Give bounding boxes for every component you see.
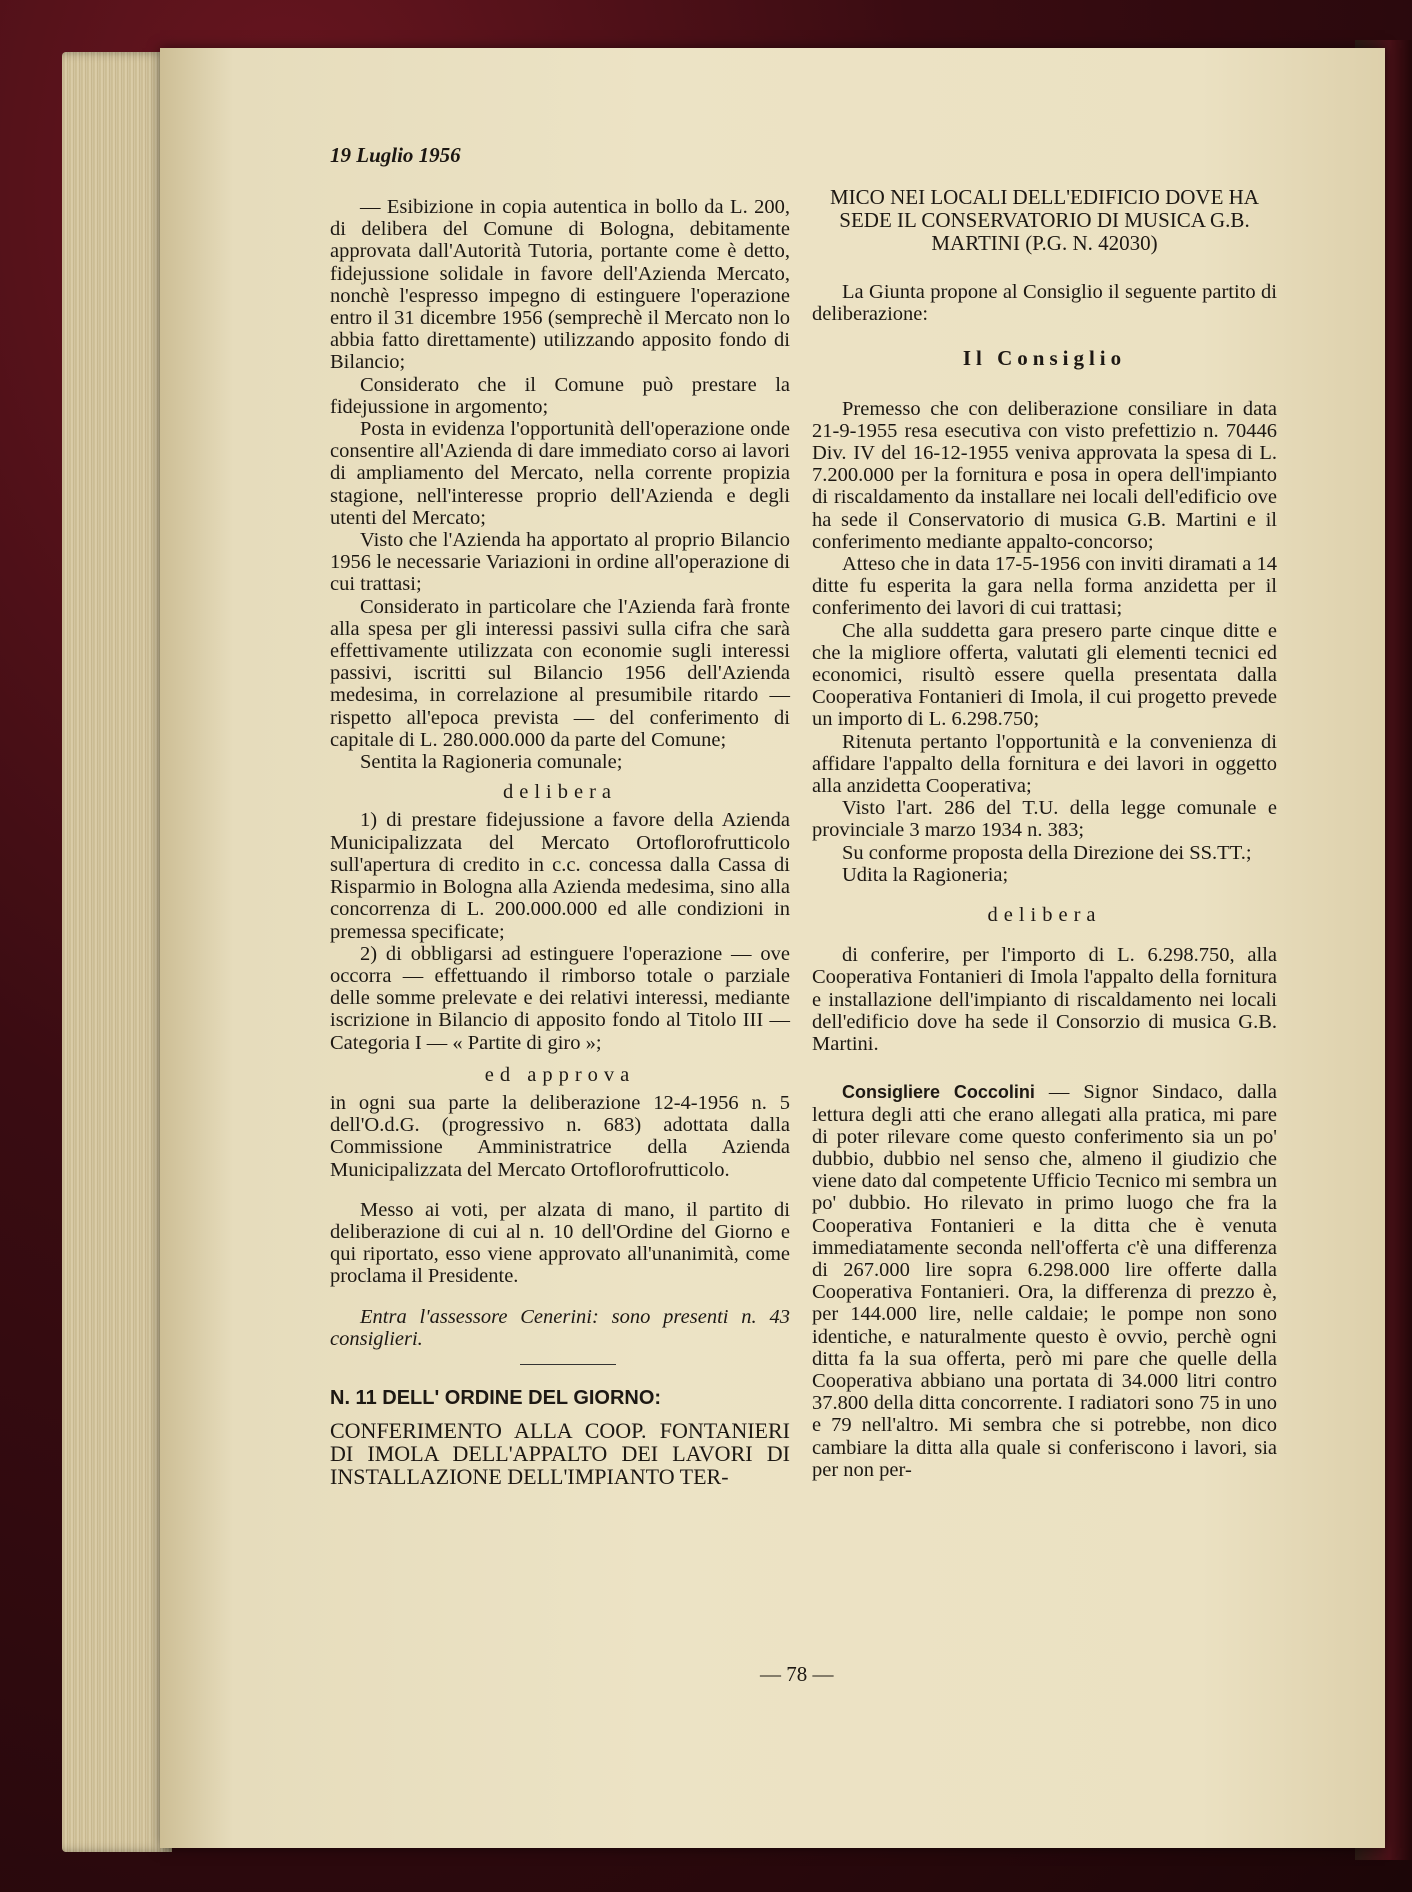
page-number: — 78 — <box>760 1662 834 1686</box>
page-date: 19 Luglio 1956 <box>330 143 461 167</box>
paragraph: Su conforme proposta della Direzione dei SS.TT.; <box>842 841 1252 864</box>
speaker-name: Consigliere Coccolini <box>842 1082 1035 1103</box>
agenda-title-continued: MICO NEI LOCALI DELL'EDIFICIO DOVE HA SEDE IL CONSERVATORIO DI MUSICA G.B. MARTINI (P.G. N. 42030) <box>830 185 1259 255</box>
paragraph: Atteso che in data 17-5-1956 con inviti diramati a 14 ditte fu esperita la gara nella forma anzidetta per il conferimento dei lavori di cui trattasi; <box>812 553 1277 620</box>
paragraph: Posta in evidenza l'opportunità dell'operazione onde consentire all'Azienda di dare immediato corso ai lavori di ampliamento del Mercato, nella corrente propizia stagione, nell'interesse proprio dell'Azienda e degli utenti del Mercato; <box>330 418 790 529</box>
delibera-heading: delibera <box>502 781 617 804</box>
speech <box>812 1081 1277 1481</box>
delibera-item: 1) di prestare fidejussione a favore della Azienda Municipalizzata del Mercato Ortoflorofrutticolo sull'apertura di credito in c.c. concessa dalla Cassa di Risparmio in Bologna alla Azienda medesima, sino alla concorrenza di L. 200.000.000 ed alle condizioni in premessa specificate; <box>330 809 790 943</box>
divider <box>520 1364 616 1365</box>
vote-text: Messo ai voti, per alzata di mano, il partito di deliberazione di cui al n. 10 dell'Ordine del Giorno e qui riportato, esso viene approvato all'unanimità, come proclama il Presidente. <box>330 1198 790 1288</box>
consiglio-heading: Il Consiglio <box>962 346 1127 371</box>
paragraph: Considerato in particolare che l'Azienda farà fronte alla spesa per gli interessi passivi sulla cifra che sarà effettivamente utilizzata con economie sugli interessi passivi, iscritti sul Bilancio 1956 dell'Azienda medesima, in correlazione al presumibile ritardo — rispetto all'epoca prevista — del conferimento di capitale di L. 280.000.000 da parte del Comune; <box>330 595 790 751</box>
approva-text: in ogni sua parte la deliberazione 12-4-1956 n. 5 dell'O.d.G. (progressivo n. 683) adottata dalla Commissione Amministratrice della Azienda Municipalizzata del Mercato Ortoflorofrutticolo. <box>330 1091 790 1181</box>
paragraph: Udita la Ragioneria; <box>842 863 1009 886</box>
agenda-title: CONFERIMENTO ALLA COOP. FONTANIERI DI IMOLA DELL'APPALTO DEI LAVORI DI INSTALLAZIONE DELL'IMPIANTO TER- <box>330 1418 790 1490</box>
paragraph: Visto l'art. 286 del T.U. della legge comunale e provinciale 3 marzo 1934 n. 383; <box>812 797 1277 842</box>
giunta-text: La Giunta propone al Consiglio il seguente partito di deliberazione: <box>812 281 1277 326</box>
paragraph: — Esibizione in copia autentica in bollo da L. 200, di delibera del Comune di Bologna, debitamente approvata dall'Autorità Tutoria, portante come è detto, fidejussione solidale in favore dell'Azienda Mercato, nonchè l'espresso impegno di estinguere l'operazione entro il 31 dicembre 1956 (semprechè il Mercato non lo abbia fatto direttamente) utilizzando apposito fondo di Bilancio; <box>330 196 790 374</box>
left-column <box>330 196 790 1488</box>
speech-text: — Signor Sindaco, dalla lettura degli atti che erano allegati alla pratica, mi pare di poter rilevare come questo conferimento sia un po' dubbio, dubbio nel senso che, almeno il giudizio che viene dato dal competente Ufficio Tecnico mi sembra un po' dubbio. Ho rilevato in primo luogo che fra la Cooperativa Fontanieri e la ditta che è venuta immediatamente seconda nell'offerta c'è una differenza di 267.000 lire sopra 6.298.000 lire offerte dalla Cooperativa Fontanieri. Ora, la differenza di prezzo è, per 144.000 lire, nelle caldaie; le pompe non sono identiche, e naturalmente questo è ovvio, perchè ogni ditta fa la sua offerta, però mi pare che quelle della Cooperativa abbiano una portata di 34.000 litri contro 37.800 della ditta concorrente. I radiatori sono 75 in uno e 79 nell'altro. Mi sembra che si potrebbe, non dico cambiare la ditta alla quale si conferiscono i lavori, sia per non per- <box>812 1081 1277 1481</box>
delibera-heading: delibera <box>987 904 1102 927</box>
paragraph: Premesso che con deliberazione consiliare in data 21-9-1955 resa esecutiva con visto prefettizio n. 70446 Div. IV del 16-12-1955 veniva approvata la spesa di L. 7.200.000 per la fornitura e posa in opera dell'impianto di riscaldamento da installare nei locali dell'edificio ove ha sede il Conservatorio di musica G.B. Martini e il conferimento mediante appalto-concorso; <box>812 397 1277 553</box>
paragraph: Considerato che il Comune può prestare la fidejussione in argomento; <box>330 373 790 418</box>
agenda-heading: N. 11 DELL' ORDINE DEL GIORNO: <box>330 1386 662 1409</box>
right-column <box>812 186 1277 1481</box>
approva-heading: ed approva <box>484 1063 636 1086</box>
paragraph: Sentita la Ragioneria comunale; <box>360 751 623 774</box>
paragraph: Che alla suddetta gara presero parte cinque ditte e che la migliore offerta, valutati gli elementi tecnici ed economici, risultò essere quella presentata dalla Cooperativa Fontanieri di Imola, il cui progetto prevede un importo di L. 6.298.750; <box>812 619 1277 731</box>
delibera-text: di conferire, per l'importo di L. 6.298.750, alla Cooperativa Fontanieri di Imola l'appalto della fornitura e installazione dell'impianto di riscaldamento nei locali dell'edificio dove ha sede il Consorzio di musica G.B. Martini. <box>812 944 1277 1056</box>
paragraph: Ritenuta pertanto l'opportunità e la convenienza di affidare l'appalto della fornitura e dei lavori in oggetto alla anzidetta Cooperativa; <box>812 730 1277 798</box>
paragraph: Visto che l'Azienda ha apportato al proprio Bilancio 1956 le necessarie Variazioni in ordine all'operazione di cui trattasi; <box>330 529 790 596</box>
delibera-item: 2) di obbligarsi ad estinguere l'operazione — ove occorra — effettuando il rimborso totale o parziale delle somme prelevate e dei relativi interessi, mediante iscrizione in Bilancio di apposito fondo al Titolo III — Categoria I — « Partite di giro »; <box>330 942 790 1054</box>
book-page-edges <box>62 52 172 1852</box>
entry-note: Entra l'assessore Cenerini: sono presenti n. 43 consiglieri. <box>330 1305 790 1350</box>
